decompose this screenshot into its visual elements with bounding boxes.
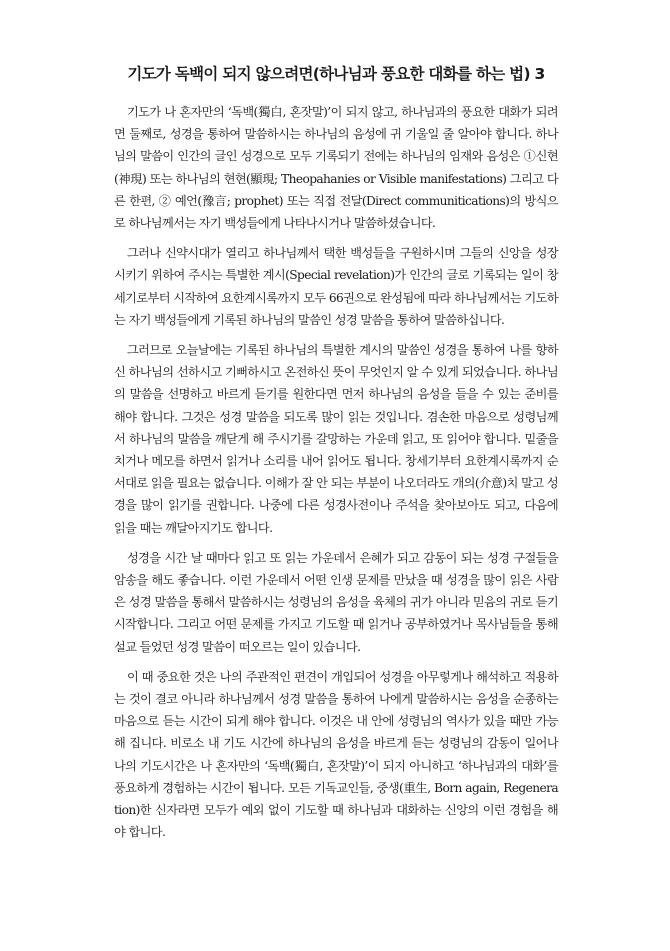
paragraph-3: 그러므로 오늘날에는 기록된 하나님의 특별한 계시의 말씀인 성경을 통하여 나를 향하신 하나님의 선하시고 기뻐하시고 온전하신 뜻이 무엇인지 알 수 있게 되었습니다. 하나님의 말씀을 선명하고 바르게 듣기를 원한다면 먼저 하나님의 음성을 들을 수 있는 준비를 해야 합니다. 그것은 성경 말씀을 되도록 많이 읽는 것입니다. 겸손한 마음으로 성령님께서 하나님의 말씀을 깨닫게 해 주시기를 갈망하는 가운데 읽고, 또 읽어야 합니다. 밑줄을 치거나 메모를 하면서 읽거나 소리를 내어 읽어도 됩니다. 창세기부터 요한계시록까지 순서대로 읽을 필요는 없습니다. 이해가 잘 안 되는 부분이 나오더라도 개의(介意)치 말고 성경을 많이 읽기를 권합니다. 나중에 다른 성경사전이나 주석을 찾아보아도 되고, 다음에 읽을 때는 깨달아지기도 합니다. [114, 343, 558, 535]
paragraph-1: 기도가 나 혼자만의 ‘독백(獨白, 혼잣말)’이 되지 않고, 하나님과의 풍요한 대화가 되려면 둘째로, 성경을 통하여 말씀하시는 하나님의 음성에 귀 기울일 줄 알아야 합니다. 하나님의 말씀이 인간의 글인 성경으로 모두 기록되기 전에는 하나님의 임재와 음성은 ①신현(神現) 또는 하나님의 현현(顯現; Theopahanies or Visible manifestations) 그리고 다른 한편, ② 예언(豫言; prophet) 또는 직접 전달(Direct communitications)의 방식으로 하나님께서는 자기 백성들에게 나타나시거나 말씀하셨습니다. [114, 105, 558, 231]
paragraph-4: 성경을 시간 날 때마다 읽고 또 읽는 가운데서 은혜가 되고 감동이 되는 성경 구절들을 암송을 해도 좋습니다. 이런 가운데서 어떤 인생 문제를 만났을 때 성경을 많이 읽은 사람은 성경 말씀을 통해서 말씀하시는 성령님의 음성을 육체의 귀가 아니라 믿음의 귀로 듣기 시작합니다. 그리고 어떤 문제를 가지고 기도할 때 읽거나 공부하였거나 목사님들을 통해 설교 들었던 성경 말씀이 떠오르는 일이 있습니다. [114, 550, 558, 654]
paragraph-2: 그러나 신약시대가 열리고 하나님께서 택한 백성들을 구원하시며 그들의 신앙을 성장시키기 위하여 주시는 특별한 계시(Special revelation)가 인간의 글로 기록되는 일이 창세기로부터 시작하여 요한계시록까지 모두 66권으로 완성됨에 따라 하나님께서는 기도하는 자기 백성들에게 기록된 하나님의 말씀인 성경 말씀을 통하여 말씀하십니다. [114, 246, 558, 327]
document-title: 기도가 독백이 되지 않으려면(하나님과 풍요한 대화를 하는 법) 3 [127, 65, 545, 83]
paragraph-5: 이 때 중요한 것은 나의 주관적인 편견이 개입되어 성경을 아무렇게나 해석하고 적용하는 것이 결코 아니라 하나님께서 성경 말씀을 통하여 나에게 말씀하시는 음성을 순종하는 마음으로 듣는 시간이 되게 해야 합니다. 이것은 내 안에 성령님의 역사가 있을 때만 가능해 집니다. 비로소 내 기도 시간에 하나님의 음성을 바르게 듣는 성령님의 감동이 일어나 나의 기도시간은 나 혼자만의 ‘독백(獨白, 혼잣말)’이 되지 아니하고 ‘하나님과의 대화’를 풍요하게 경험하는 시간이 됩니다. 모든 기독교인들, 중생(重生, Born again, Regeneration)한 신자라면 모두가 예외 없이 기도할 때 하나님과 대화하는 신앙의 이런 경험을 해야 합니다. [114, 669, 558, 840]
